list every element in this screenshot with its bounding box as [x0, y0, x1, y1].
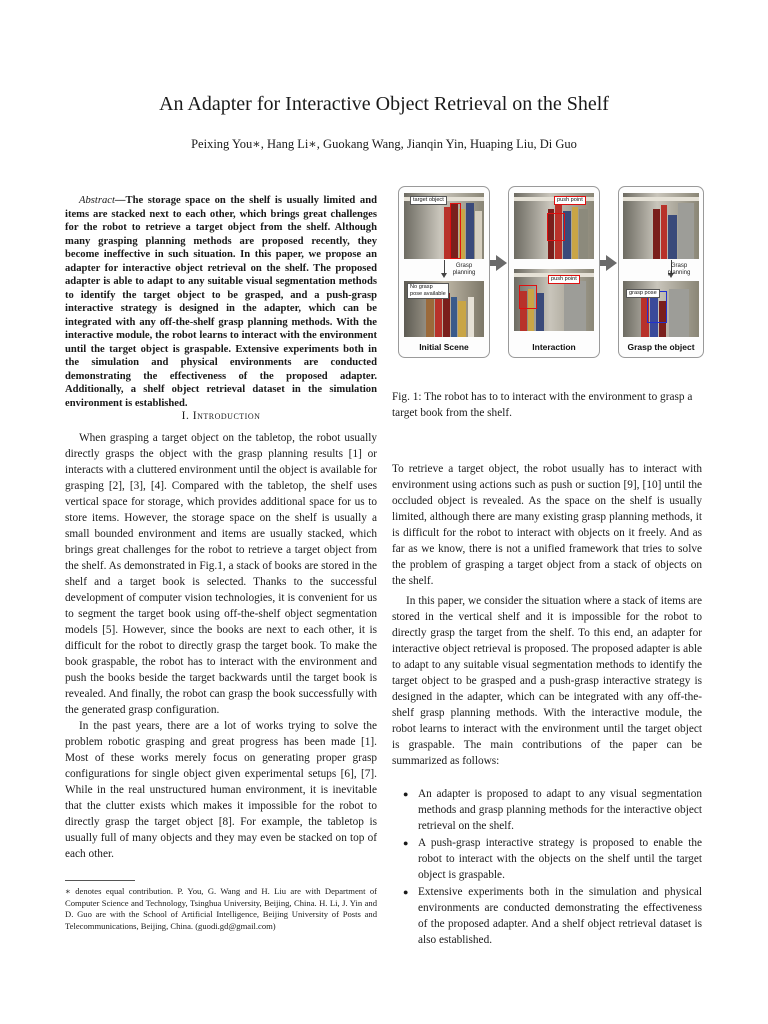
bullet-icon: ● — [403, 838, 409, 848]
shelf-photo — [404, 193, 484, 259]
flow-arrow-icon — [606, 255, 617, 271]
push-highlight — [519, 285, 537, 309]
figure-1 — [398, 186, 702, 358]
figure-panel-interaction — [508, 186, 600, 358]
list-item: ● A push-grasp interactive strategy is proposed to enable the robot to interact with the objects on the shelf until the target object is graspable. — [403, 837, 702, 881]
paragraph: When grasping a target object on the tabletop, the robot usually directly grasps the object with the grasp planning results [1] or interacts with a cluttered environment until the object is available for grasping [2], [3], [4]. Compared with the tabletop, the shelf uses vertical space for storage, which provides additional space for us to store items. However, the storage space on the shelf is usually a small bounded environment and items are usually stacked, which brings great challenges for the robot to retrieve a target object from the shelf. As demonstrated in Fig.1, a stack of books are stored in the shelf and a target book is selected. Thanks to the successful development of computer vision technologies, it is convenient for us to segment the target book using off-the-shelf object segmentation models [5]. However, since the books are next to each other, it is difficult for the robot to directly grasp the target book. To make the book graspable, the robot has to interact with the environment and push the books beside the target backwards until the target book is revealed. And finally, the robot can grasp the book successfully with the generated grasp configuration. — [65, 432, 377, 716]
shelf-photo — [404, 281, 484, 337]
shelf-photo — [623, 193, 699, 259]
grasp-pose-tag: grasp pose — [626, 289, 660, 298]
left-column-body — [65, 430, 377, 862]
footnote: ∗ denotes equal contribution. P. You, G. Wang and H. Liu are with Department of Computer Science and Technology, Tsinghua University, Beijing, China. H. Li, J. Yin and D. Guo are with the School of Artificial Intelligence, Beijing University of Posts and Telecommunications, Beijing, China. (guodi.gd@gmail.com) — [65, 886, 377, 931]
figure-caption: Fig. 1: The robot has to to interact with the environment to grasp a target book from the shelf. — [392, 391, 693, 419]
paragraph: In the past years, there are a lot of works trying to solve the problem robotic grasping and great progress has been made [1]. Most of these works merely focus on generating proper grasp configurations for single object given experimental setups [6], [7]. While in the real unstructured human environment, it is inevitable that the clutter exists which makes it impossible for the robot to directly grasp the target object [8]. For example, the tabletop is usually full of many objects and they may even be stacked on top of each other. — [65, 720, 377, 860]
paragraph: To retrieve a target object, the robot usually has to interact with environment using actions such as push or suction [9], [10] until the occluded object is revealed. As the space on the shelf is usually limited, although there are many existing grasp planning methods, it is difficult for the robot to interact with objects on it freely. And as far as we know, there is not a unified framework that tries to solve the problem of grasping a target object from a stack of objects on the shelf. — [392, 463, 702, 587]
bullet-icon: ● — [403, 789, 409, 799]
paper-title: An Adapter for Interactive Object Retrieval on the Shelf — [159, 93, 609, 115]
right-column-body — [392, 461, 702, 949]
abstract-text: —The storage space on the shelf is usually limited and items are stacked next to each other, which brings great challenges for the robot to retrieve a target object from the shelf. Although many grasping planning methods are proposed recently, they become ineffective in such situation. In this paper, we propose an adapter for interactive object retrieval on the shelf. The proposed adapter is able to adapt to any suitable visual segmentation methods to identify the target object to be grasped, and a push-grasp interactive strategy is designed in the adapter, which can be integrated with any off-the-shelf grasp planning methods. With the interactive module, the robot learns to interact with the environment until the target object is graspable. Extensive experiments both in the simulation and physical environments are conducted demonstrating the effectiveness of the proposed adapter. Additionally, a shelf object retrieval dataset in the simulation environment is established. — [65, 195, 377, 409]
abstract — [65, 194, 377, 410]
paragraph: In this paper, we consider the situation where a stack of items are stored in the vertical shelf and it is impossible for the robot to directly grasp the target from the shelf. To this end, an adapter for interactive object retrieval is proposed. The proposed adapter is able to adapt to any suitable visual segmentation methods to identify the target object to be grasped and a push-grasp interactive strategy is designed in the adapter, which can be integrated with any off-the-shelf grasp planning methods. With the interactive module, the robot learns to interact with the environment until the target object is graspable. The main contributions of the paper can be summarized as follows: — [392, 595, 702, 767]
target-highlight — [450, 203, 461, 259]
push-point-tag: push point — [554, 196, 586, 205]
grasp-planning-label: Grasp planning — [452, 263, 476, 276]
flow-arrow-icon — [496, 255, 507, 271]
push-point-tag: push point — [548, 275, 580, 284]
figure-panel-grasp — [618, 186, 704, 358]
footnote-rule — [65, 880, 135, 881]
shelf-photo — [623, 281, 699, 337]
shelf-photo — [514, 269, 594, 331]
author-list: Peixing You∗, Hang Li∗, Guokang Wang, Jianqin Yin, Huaping Liu, Di Guo — [191, 137, 577, 151]
panel-label: Initial Scene — [419, 342, 469, 352]
figure-panel-initial-scene — [398, 186, 490, 358]
list-item: ● Extensive experiments both in the simulation and physical environments are conducted demonstrating the effectiveness of the proposed adapter. And a shelf object retrieval dataset is also established. — [403, 886, 702, 946]
grasp-planning-label: Grasp planning — [667, 263, 691, 276]
panel-label: Grasp the object — [627, 342, 695, 352]
section-heading-introduction: I. Introduction — [181, 409, 261, 422]
target-object-tag: target object — [410, 196, 447, 205]
no-grasp-tag: No grasp pose available — [407, 283, 449, 299]
bullet-icon: ● — [403, 887, 409, 897]
shelf-photo — [514, 193, 594, 259]
panel-label: Interaction — [532, 342, 576, 352]
contribution-list — [392, 786, 702, 948]
push-highlight — [547, 213, 565, 241]
abstract-label: Abstract — [79, 195, 115, 206]
list-item: ● An adapter is proposed to adapt to any visual segmentation methods and grasp planning methods for the interactive object retrieval on the shelf. — [403, 788, 702, 832]
